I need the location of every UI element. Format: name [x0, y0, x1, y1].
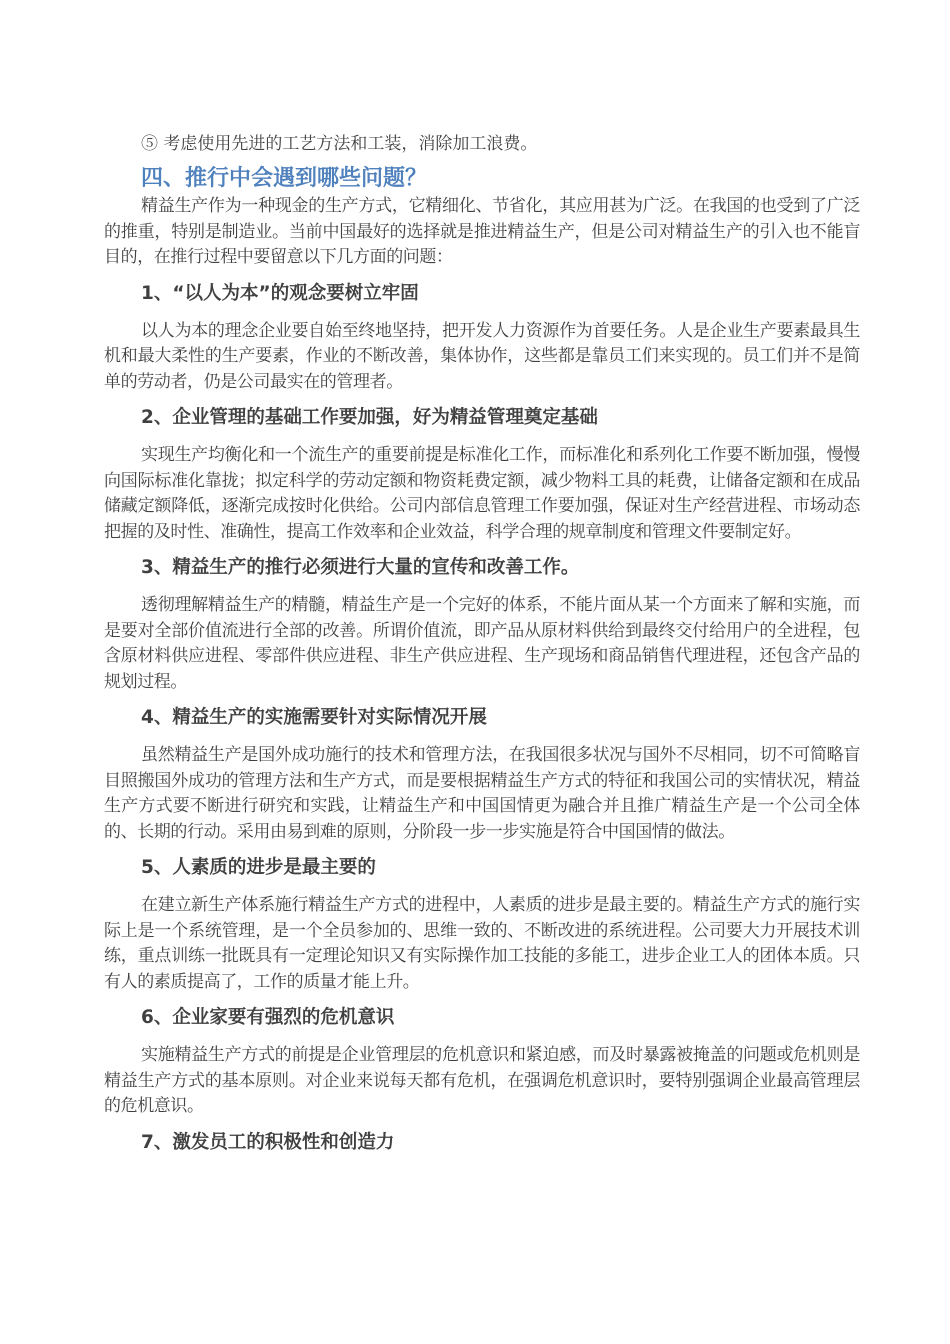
item-heading-5: 5、人素质的进步是最主要的 — [141, 857, 376, 878]
item-heading-3: 3、精益生产的推行必须进行大量的宣传和改善工作。 — [141, 557, 580, 578]
item-heading-2: 2、企业管理的基础工作要加强，好为精益管理奠定基础 — [141, 407, 598, 428]
item-paragraph-3: 透彻理解精益生产的精髓，精益生产是一个完好的体系，不能片面从某一个方面来了解和实施，而是要对全部价值流进行全部的改善。所谓价值流，即产品从原材料供给到最终交付给用户的全进程，包含原材料供应进程、零部件供应进程、非生产供应进程、生产现场和商品销售代理进程，还包含产品的规划过程。 — [104, 595, 860, 692]
item-paragraph-6: 实施精益生产方式的前提是企业管理层的危机意识和紧迫感，而及时暴露被掩盖的问题或危机则是精益生产方式的基本原则。对企业来说每天都有危机，在强调危机意识时，要特别强调企业最高管理层的危机意识。 — [104, 1045, 860, 1116]
item-heading-1: 1、“以人为本”的观念要树立牢固 — [141, 282, 419, 304]
section-intro-paragraph: 精益生产作为一种现金的生产方式，它精细化、节省化，其应用甚为广泛。在我国的也受到了广泛的推重，特别是制造业。当前中国最好的选择就是推进精益生产，但是公司对精益生产的引入也不能盲目的，在推行过程中要留意以下几方面的问题： — [104, 196, 860, 267]
item-heading-4: 4、精益生产的实施需要针对实际情况开展 — [141, 707, 487, 728]
item-heading-7: 7、激发员工的积极性和创造力 — [141, 1131, 395, 1153]
item-paragraph-1: 以人为本的理念企业要自始至终地坚持，把开发人力资源作为首要任务。人是企业生产要素最具生机和最大柔性的生产要素，作业的不断改善，集体协作，这些都是靠员工们来实现的。员工们并不是简单的劳动者，仍是公司最实在的管理者。 — [104, 320, 860, 392]
section-title: 四、推行中会遇到哪些问题？ — [141, 166, 428, 191]
document-content — [104, 130, 860, 1168]
item-paragraph-2: 实现生产均衡化和一个流生产的重要前提是标准化工作，而标准化和系列化工作要不断加强，慢慢向国际标准化靠拢；拟定科学的劳动定额和物资耗费定额，减少物料工具的耗费，让储备定额和在成品储藏定额降低，逐渐完成按时化供给。公司内部信息管理工作要加强，保证对生产经营进程、市场动态把握的及时性、准确性，提高工作效率和企业效益，科学合理的规章制度和管理文件要制定好。 — [104, 445, 860, 542]
intro-line: ⑤ 考虑使用先进的工艺方法和工装，消除加工浪费。 — [141, 134, 538, 154]
item-paragraph-4: 虽然精益生产是国外成功施行的技术和管理方法，在我国很多状况与国外不尽相同，切不可简略盲目照搬国外成功的管理方法和生产方式，而是要根据精益生产方式的特征和我国公司的实情状况，精益生产方式要不断进行研究和实践，让精益生产和中国国情更为融合并且推广精益生产是一个公司全体的、长期的行动。采用由易到难的原则，分阶段一步一步实施是符合中国国情的做法。 — [104, 745, 860, 842]
item-heading-6: 6、企业家要有强烈的危机意识 — [141, 1007, 395, 1028]
item-paragraph-5: 在建立新生产体系施行精益生产方式的进程中，人素质的进步是最主要的。精益生产方式的施行实际上是一个系统管理，是一个全员参加的、思维一致的、不断改进的系统进程。公司要大力开展技术训练，重点训练一批既具有一定理论知识又有实际操作加工技能的多能工，进步企业工人的团体本质。只有人的素质提高了，工作的质量才能上升。 — [104, 895, 860, 992]
